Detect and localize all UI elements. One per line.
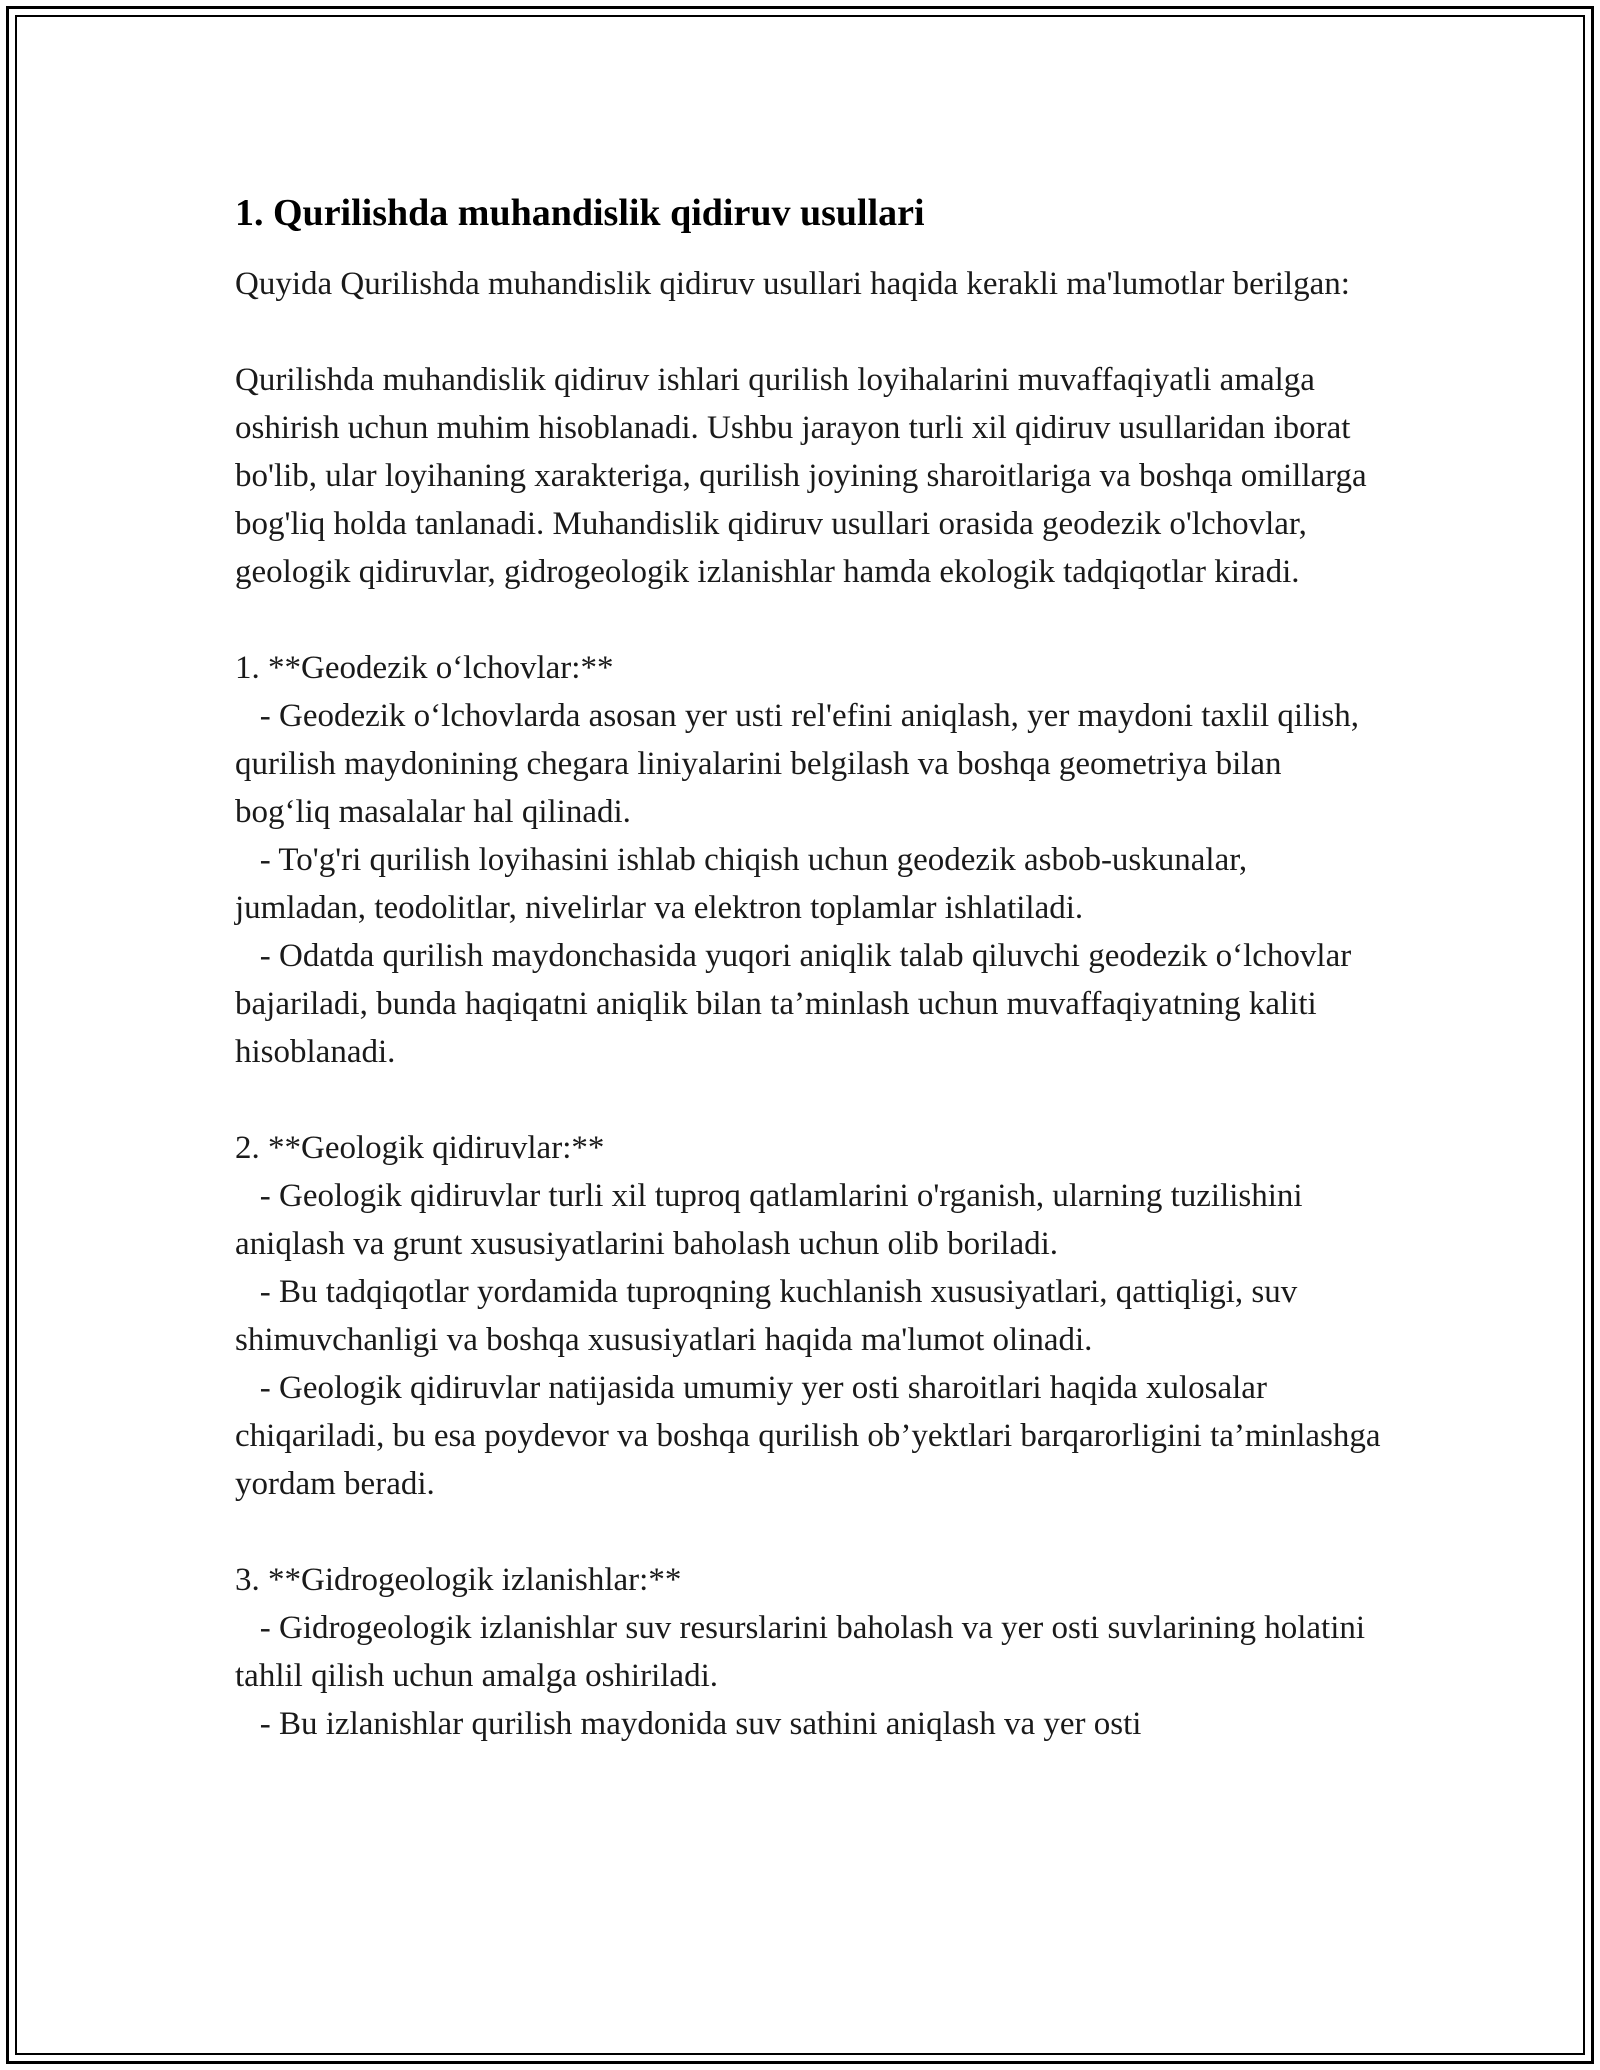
list-item: - Gidrogeologik izlanishlar suv resurslarini baholash va yer osti suvlarining holatini tahlil qilish uchun amalga oshiriladi.	[235, 1610, 1374, 1694]
list-item: - To'g'ri qurilish loyihasini ishlab chiqish uchun geodezik asbob-uskunalar, jumladan, teodolitlar, nivelirlar va elektron toplamlar ishlatiladi.	[235, 842, 1256, 926]
paragraph-gap	[235, 1076, 1385, 1124]
intro-paragraph: Quyida Qurilishda muhandislik qidiruv usullari haqida kerakli ma'lumotlar berilgan:	[235, 266, 1350, 302]
section-heading: 3. **Gidrogeologik izlanishlar:**	[235, 1562, 682, 1598]
list-item: - Geologik qidiruvlar turli xil tuproq qatlamlarini o'rganish, ularning tuzilishini aniqlash va grunt xususiyatlarini baholash uchun olib boriladi.	[235, 1178, 1311, 1262]
list-item: - Geodezik o‘lchovlarda asosan yer usti rel'efini aniqlash, yer maydoni taxlil qilish, qurilish maydonining chegara liniyalarini belgilash va boshqa geometriya bilan bog‘liq masalalar hal qilinadi.	[235, 698, 1368, 830]
paragraph-gap	[235, 308, 1385, 356]
section-heading: 2. **Geologik qidiruvlar:**	[235, 1130, 605, 1166]
overview-paragraph: Qurilishda muhandislik qidiruv ishlari qurilish loyihalarini muvaffaqiyatli amalga oshirish uchun muhim hisoblanadi. Ushbu jarayon turli xil qidiruv usullaridan iborat bo'lib, ular loyihaning xarakteriga, qurilish joyining sharoitlariga va boshqa omillarga bog'liq holda tanlanadi. Muhandislik qidiruv usullari orasida geodezik o'lchovlar, geologik qidiruvlar, gidrogeologik izlanishlar hamda ekologik tadqiqotlar kiradi.	[235, 362, 1375, 590]
list-item: - Odatda qurilish maydonchasida yuqori aniqlik talab qiluvchi geodezik o‘lchovlar bajariladi, bunda haqiqatni aniqlik bilan ta’minlash uchun muvaffaqiyatning kaliti hisoblanadi.	[235, 938, 1360, 1070]
list-item: - Bu izlanishlar qurilish maydonida suv sathini aniqlash va yer osti	[235, 1706, 1142, 1742]
section-geologik	[235, 1124, 1389, 1508]
list-item: - Geologik qidiruvlar natijasida umumiy yer osti sharoitlari haqida xulosalar chiqariladi, bu esa poydevor va boshqa qurilish ob’yektlari barqarorligini ta’minlashga yordam beradi.	[235, 1370, 1389, 1502]
document-title: 1. Qurilishda muhandislik qidiruv usullari	[235, 192, 925, 234]
paragraph-gap	[235, 596, 1385, 644]
document-page	[235, 188, 1389, 1748]
section-heading: 1. **Geodezik o‘lchovlar:**	[235, 650, 614, 686]
section-gidrogeologik	[235, 1556, 1385, 1748]
list-item: - Bu tadqiqotlar yordamida tuproqning kuchlanish xususiyatlari, qattiqligi, suv shimuvchanligi va boshqa xususiyatlari haqida ma'lumot olinadi.	[235, 1274, 1306, 1358]
section-geodezik	[235, 644, 1385, 1076]
paragraph-gap	[235, 1508, 1385, 1556]
